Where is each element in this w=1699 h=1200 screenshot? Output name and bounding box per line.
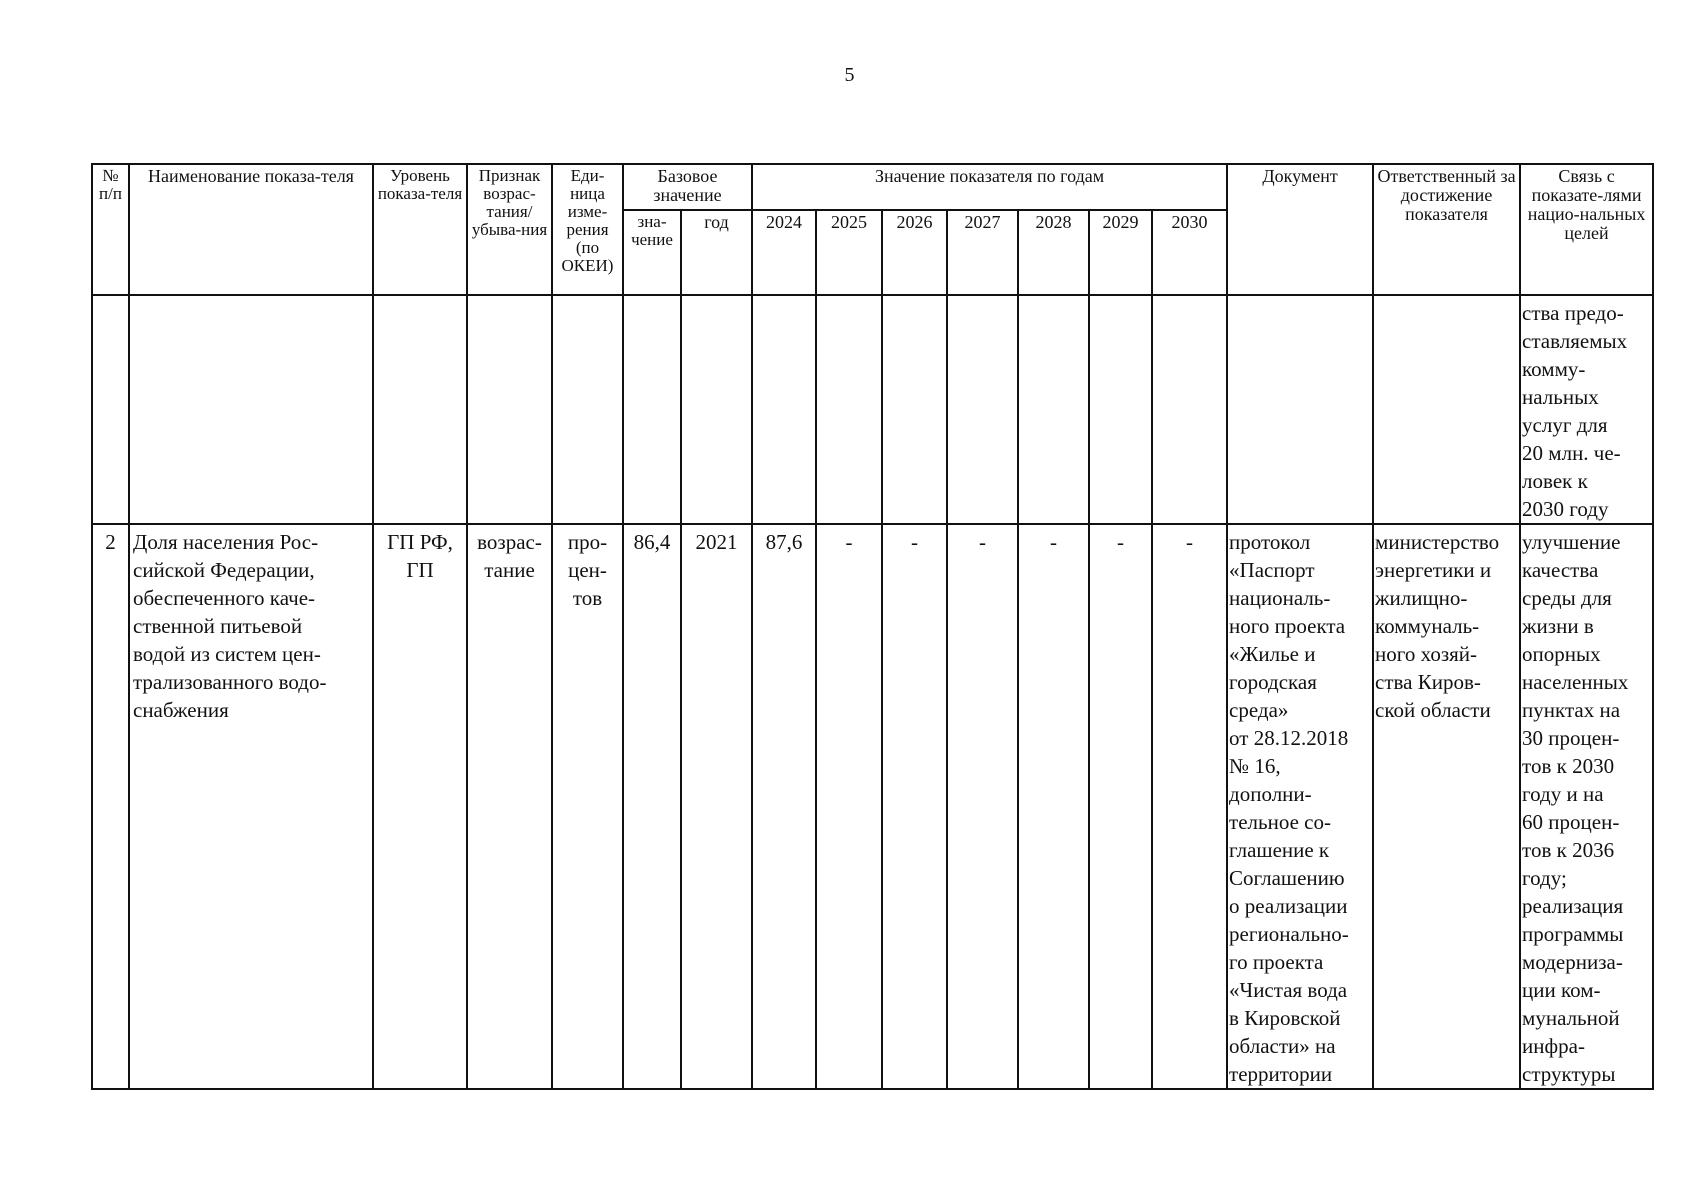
text-line: о реализации [1229, 894, 1348, 918]
text-line: энергетики и [1375, 558, 1492, 582]
text-line: территории [1229, 1062, 1333, 1086]
cell-empty [1152, 295, 1227, 524]
header-link: Связь с показате-лями нацио-нальных целей [1520, 164, 1653, 295]
text-line: 30 процен- [1522, 726, 1620, 750]
cell-empty [1227, 295, 1373, 524]
text-line: ловек к [1522, 469, 1588, 493]
text-line: ства предо- [1522, 301, 1624, 325]
cell-empty [552, 295, 623, 524]
cell-empty [816, 295, 882, 524]
cell-empty [92, 295, 129, 524]
text-line: 2030 году [1522, 497, 1609, 521]
cell-unit [552, 524, 623, 1089]
text-line: протокол [1229, 530, 1311, 554]
text-line: ного проекта [1229, 614, 1346, 638]
cell-value-2024: 87,6 [752, 524, 816, 1089]
text-line: ственной питьевой [133, 614, 303, 638]
text-line: водой из систем цен- [133, 642, 321, 666]
cell-base-value: 86,4 [623, 524, 681, 1089]
cell-empty [1089, 295, 1152, 524]
header-num: № п/п [92, 164, 129, 295]
header-years-group: Значение показателя по годам [752, 164, 1227, 210]
text-line: ства Киров- [1375, 670, 1481, 694]
header-year-2024: 2024 [752, 210, 816, 295]
text-line: № 16, [1229, 754, 1281, 778]
header-year-2028: 2028 [1018, 210, 1089, 295]
text-line: программы [1522, 922, 1624, 946]
text-line: году; [1522, 866, 1567, 890]
text-line: тов [572, 586, 603, 610]
text-line: министерство [1375, 530, 1500, 554]
header-name: Наименование показа-теля [129, 164, 373, 295]
cell-indicator-name [129, 524, 373, 1089]
text-line: 60 процен- [1522, 810, 1620, 834]
header-document: Документ [1227, 164, 1373, 295]
cell-base-year: 2021 [681, 524, 752, 1089]
text-line: услуг для [1522, 413, 1608, 437]
header-unit: Еди-ница изме-рения (по ОКЕИ) [552, 164, 623, 295]
text-line: городская [1229, 670, 1317, 694]
cell-empty [373, 295, 467, 524]
text-line: националь- [1229, 586, 1331, 610]
text-line: обеспеченного каче- [133, 586, 316, 610]
text-line: коммуналь- [1375, 614, 1480, 638]
table-row-2 [92, 524, 1653, 1089]
cell-empty [882, 295, 947, 524]
cell-empty [1018, 295, 1089, 524]
text-line: снабжения [133, 698, 229, 722]
header-base-year: год [681, 210, 752, 295]
table-row-continuation [92, 295, 1653, 524]
text-line: инфра- [1522, 1034, 1585, 1058]
cell-empty [623, 295, 681, 524]
text-line: населенных [1522, 670, 1629, 694]
header-year-2029: 2029 [1089, 210, 1152, 295]
text-line: качества [1522, 558, 1599, 582]
text-line: пунктах на [1522, 698, 1621, 722]
text-line: глашение к [1229, 838, 1330, 862]
cell-value-2030: - [1152, 524, 1227, 1089]
cell-value-2027: - [947, 524, 1018, 1089]
text-line: возрас- [477, 530, 542, 554]
cell-document [1227, 524, 1373, 1089]
text-line: жизни в [1522, 614, 1594, 638]
text-line: в Кировской [1229, 1006, 1341, 1030]
cell-value-2025: - [816, 524, 882, 1089]
text-line: тов к 2036 [1522, 838, 1615, 862]
text-line: про- [567, 530, 608, 554]
text-line: ГП [406, 558, 434, 582]
text-line: области» на [1229, 1034, 1336, 1058]
header-year-2026: 2026 [882, 210, 947, 295]
text-line: «Чистая вода [1229, 978, 1348, 1002]
text-line: тов к 2030 [1522, 754, 1615, 778]
cell-level [373, 524, 467, 1089]
text-line: «Паспорт [1229, 558, 1315, 582]
text-line: реализация [1522, 894, 1624, 918]
cell-link-continuation [1520, 295, 1653, 524]
header-year-2027: 2027 [947, 210, 1018, 295]
text-line: мунальной [1522, 1006, 1620, 1030]
text-line: году и на [1522, 782, 1604, 806]
text-line: ставляемых [1522, 329, 1628, 353]
text-line: Соглашению [1229, 866, 1345, 890]
cell-value-2029: - [1089, 524, 1152, 1089]
text-line: «Жилье и [1229, 642, 1316, 666]
text-line: от 28.12.2018 [1229, 726, 1349, 750]
cell-empty [681, 295, 752, 524]
text-line: тельное со- [1229, 810, 1331, 834]
cell-responsible [1373, 524, 1520, 1089]
text-line: опорных [1522, 642, 1601, 666]
text-line: сийской Федерации, [133, 558, 315, 582]
text-line: ской области [1375, 698, 1491, 722]
text-line: комму- [1522, 357, 1586, 381]
header-trend: Признак возрас-тания/ убыва-ния [467, 164, 552, 295]
cell-empty [467, 295, 552, 524]
cell-empty [129, 295, 373, 524]
text-line: Доля населения Рос- [133, 530, 319, 554]
cell-value-2026: - [882, 524, 947, 1089]
text-line: среды для [1522, 586, 1612, 610]
text-line: модерниза- [1522, 950, 1623, 974]
header-year-2030: 2030 [1152, 210, 1227, 295]
text-line: дополни- [1229, 782, 1312, 806]
text-line: регионально- [1229, 922, 1349, 946]
text-line: структуры [1522, 1062, 1616, 1086]
text-line: го проекта [1229, 950, 1324, 974]
header-year-2025: 2025 [816, 210, 882, 295]
cell-empty [947, 295, 1018, 524]
text-line: трализованного водо- [133, 670, 327, 694]
text-line: ного хозяй- [1375, 642, 1478, 666]
text-line: улучшение [1522, 530, 1621, 554]
cell-value-2028: - [1018, 524, 1089, 1089]
text-line: ГП РФ, [387, 530, 453, 554]
text-line: жилищно- [1375, 586, 1468, 610]
text-line: цен- [568, 558, 607, 582]
indicators-table [91, 163, 1654, 1090]
text-line: тание [484, 558, 535, 582]
header-base-value: зна-чение [623, 210, 681, 295]
text-line: среда» [1229, 698, 1289, 722]
text-line: 20 млн. че- [1522, 441, 1621, 465]
header-level: Уровень показа-теля [373, 164, 467, 295]
cell-link [1520, 524, 1653, 1089]
page-number: 5 [844, 64, 855, 86]
cell-trend [467, 524, 552, 1089]
cell-empty [1373, 295, 1520, 524]
text-line: нальных [1522, 385, 1599, 409]
cell-empty [752, 295, 816, 524]
header-responsible: Ответственный за достижение показателя [1373, 164, 1520, 295]
header-base: Базовое значение [623, 164, 752, 210]
text-line: ции ком- [1522, 978, 1601, 1002]
cell-num: 2 [92, 524, 129, 1089]
